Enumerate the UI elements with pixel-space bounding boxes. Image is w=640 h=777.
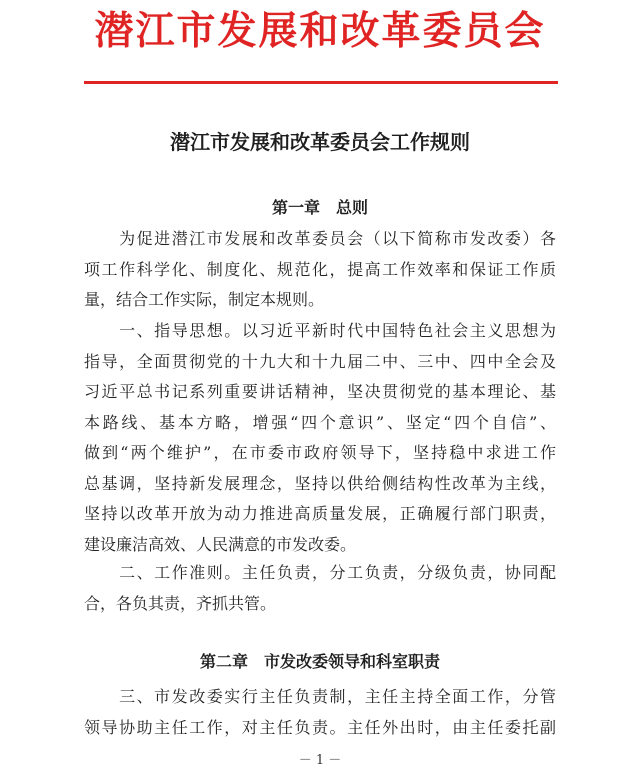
text-line: 本路线、基本方略，增强“四个意识”、坚定“四个自信”、 — [84, 412, 556, 432]
chapter-heading: 第二章 市发改委领导和科室职责 — [199, 652, 440, 671]
text-line: 三、市发改委实行主任负责制，主任主持全面工作，分管 — [84, 687, 556, 706]
body-paragraph — [84, 682, 556, 743]
page-number: － 1 － — [298, 753, 342, 768]
text-line: 二、工作准则。主任负责，分工负责，分级负责，协同配 — [84, 563, 556, 582]
letterhead-title: 潜江市发展和改革委员会 — [94, 8, 546, 54]
document-title: 潜江市发展和改革委员会工作规则 — [170, 130, 470, 154]
text-line: 领导协助主任工作，对主任负责。主任外出时，由主任委托副 — [84, 717, 556, 737]
letterhead-red-rule — [84, 81, 558, 84]
text-line: 指导，全面贯彻党的十九大和十九届二中、三中、四中全会及 — [84, 351, 556, 371]
body-paragraph — [84, 316, 556, 560]
text-line: 坚持以改革开放为动力推进高质量发展，正确履行部门职责， — [84, 504, 556, 523]
text-line: 一、指导思想。以习近平新时代中国特色社会主义思想为 — [84, 321, 556, 340]
text-line: 做到“两个维护”，在市委市政府领导下，坚持稳中求进工作 — [84, 443, 556, 462]
chapter-heading: 第一章 总则 — [271, 198, 368, 217]
text-line: 为促进潜江市发展和改革委员会（以下简称市发改委）各 — [84, 229, 556, 248]
body-paragraph — [84, 558, 556, 619]
body-paragraph — [84, 224, 556, 316]
text-line: 量，结合工作实际，制定本规则。 — [84, 290, 325, 309]
text-line: 合，各负其责，齐抓共管。 — [84, 593, 277, 613]
text-line: 建设廉洁高效、人民满意的市发改委。 — [84, 534, 357, 554]
text-line: 总基调，坚持新发展理念，坚持以供给侧结构性改革为主线， — [84, 473, 556, 493]
text-line: 项工作科学化、制度化、规范化，提高工作效率和保证工作质 — [84, 259, 556, 279]
text-line: 习近平总书记系列重要讲话精神，坚决贯彻党的基本理论、基 — [84, 382, 556, 401]
